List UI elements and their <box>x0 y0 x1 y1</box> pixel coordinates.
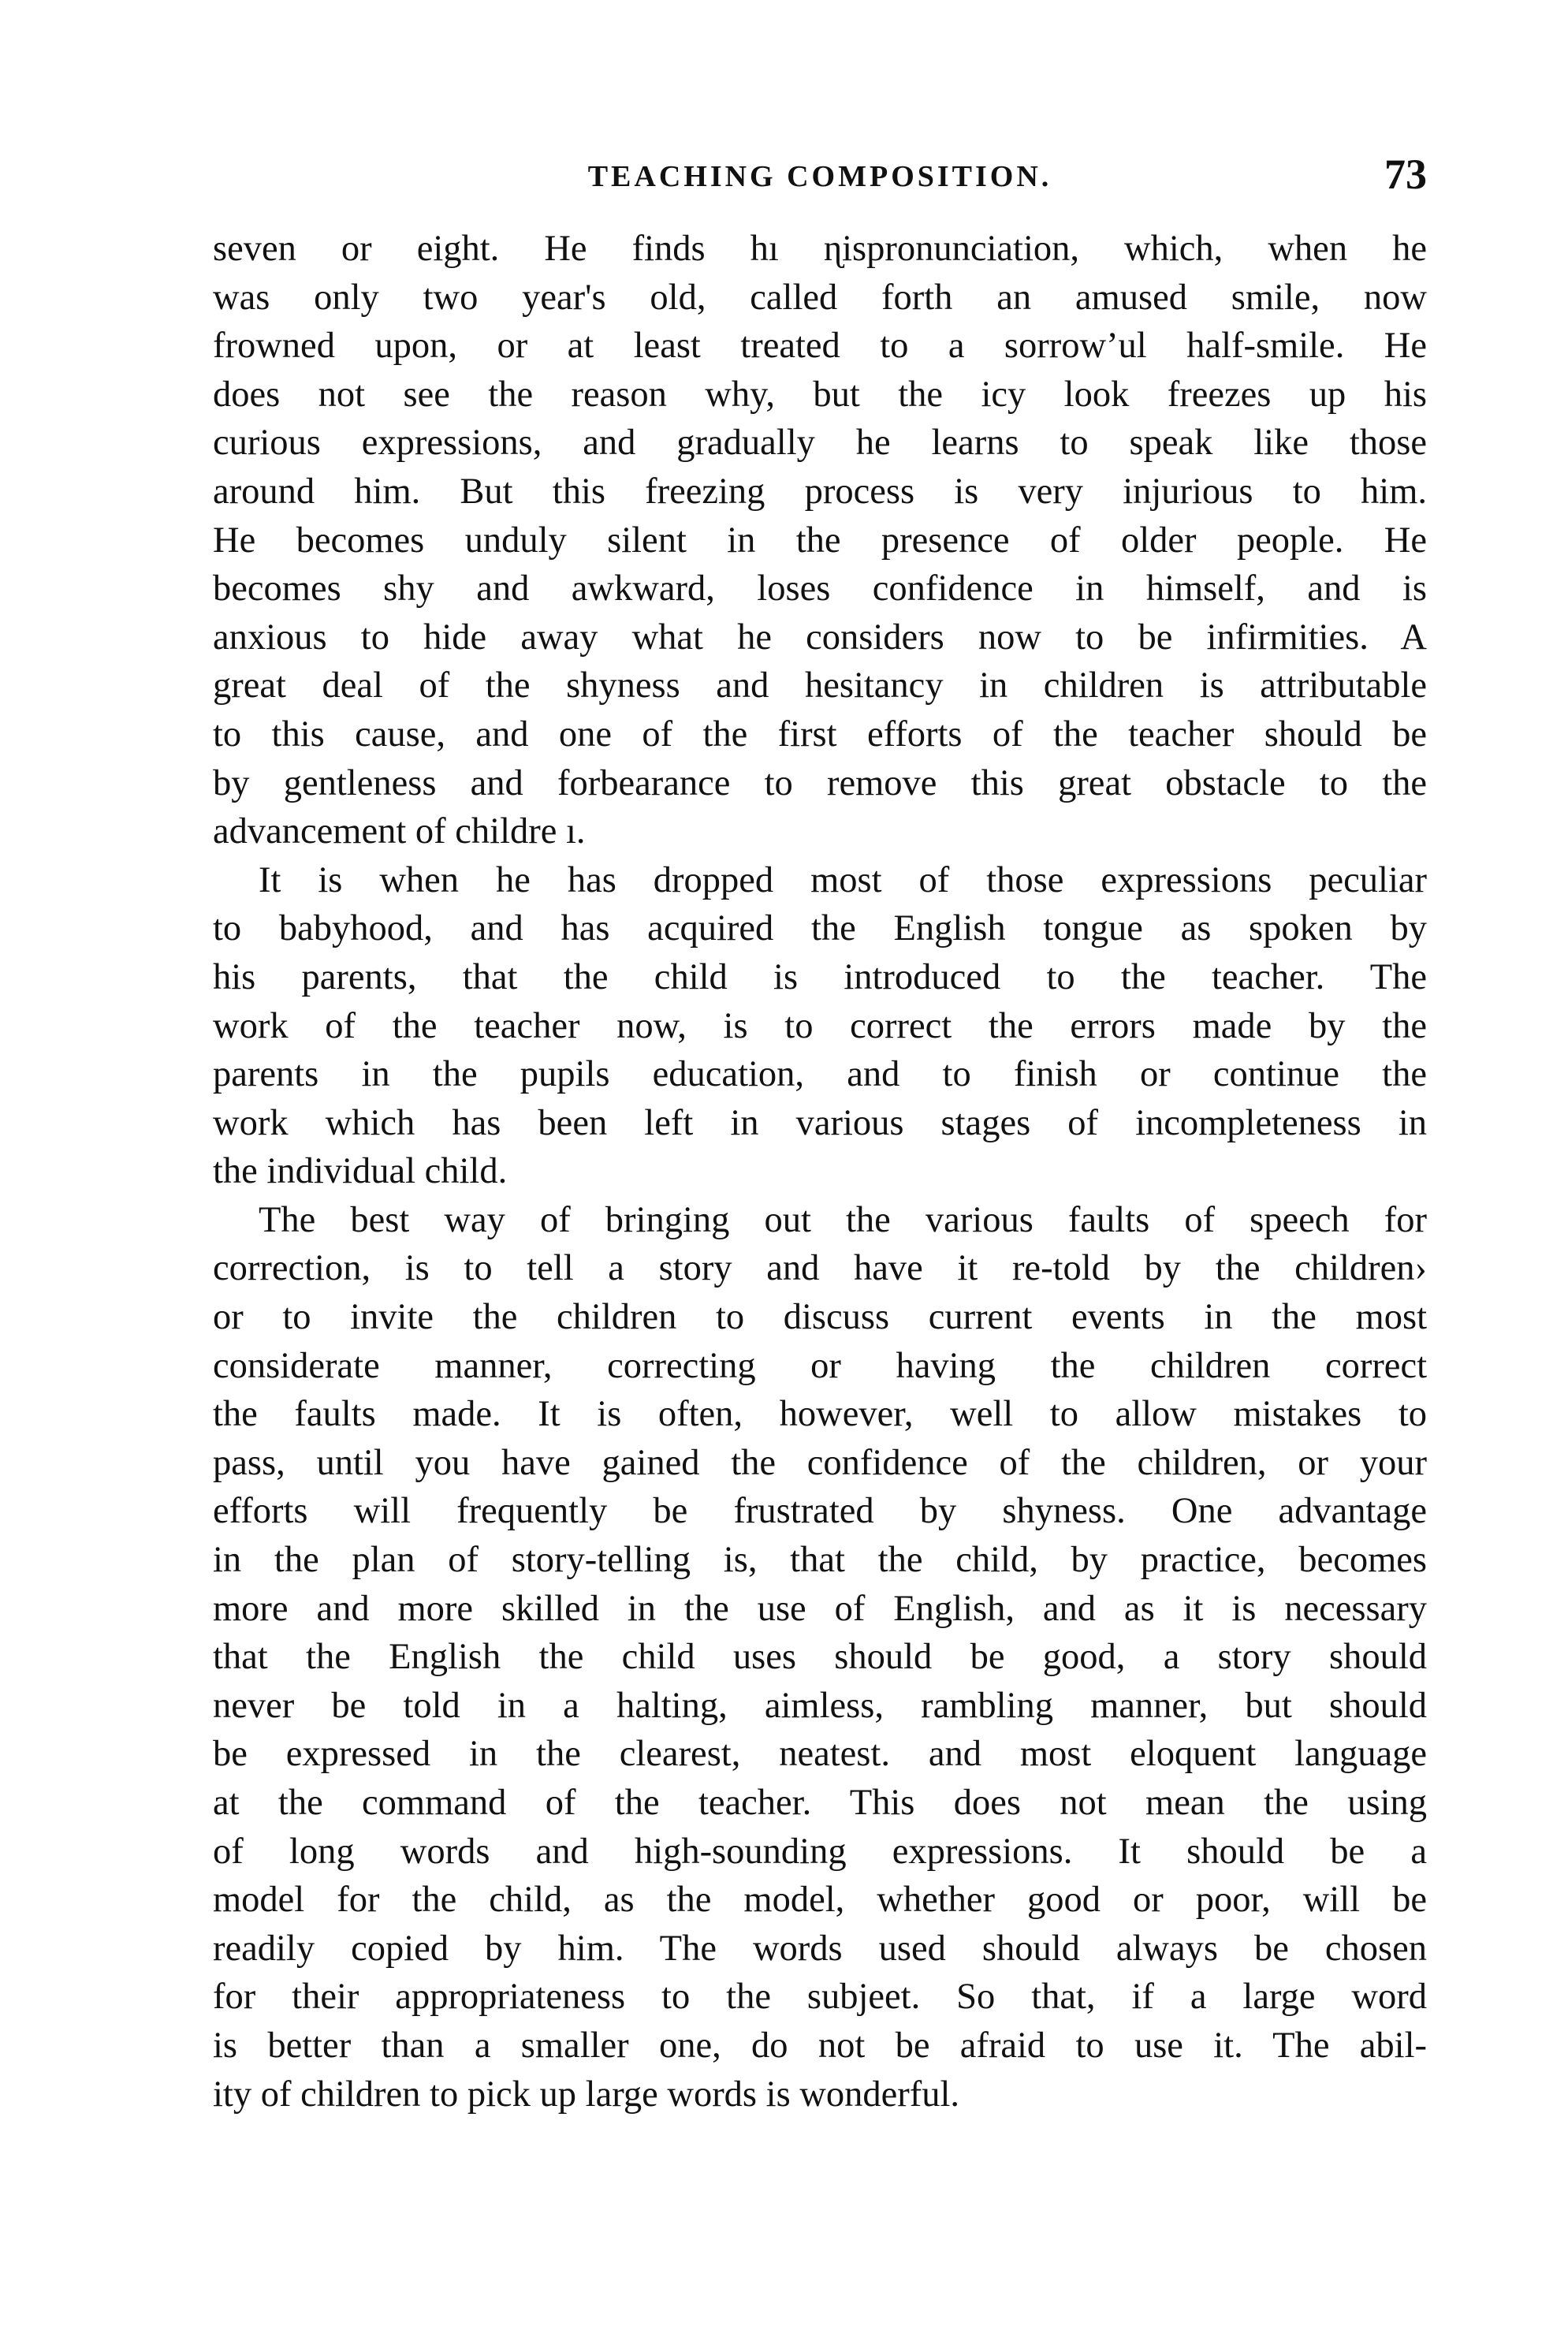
text-line: never be told in a halting, aimless, rambling manner, but should <box>213 1685 1427 1726</box>
text-line: does not see the reason why, but the icy look freezes up his <box>213 374 1427 415</box>
text-line: frowned upon, or at least treated to a sorrow’ul half-smile. He <box>213 326 1427 367</box>
text-line: readily copied by him. The words used should always be chosen <box>213 1928 1427 1969</box>
text-line: It is when he has dropped most of those expressions peculiar <box>259 859 1427 900</box>
text-line: work which has been left in various stages of incompleteness in <box>213 1102 1427 1143</box>
running-title: TEACHING COMPOSITION. <box>587 160 1052 193</box>
text-line: more and more skilled in the use of English, and as it is necessary <box>213 1588 1427 1629</box>
paragraph <box>213 225 1427 856</box>
paragraph <box>213 856 1427 1196</box>
text-line: anxious to hide away what he considers now to be infirmities. A <box>213 617 1427 658</box>
text-line: is better than a smaller one, do not be afraid to use it. The abil- <box>213 2025 1427 2066</box>
text-line: pass, until you have gained the confidence of the children, or your <box>213 1442 1427 1483</box>
text-line: seven or eight. He finds hı ɳispronunciation, which, when he <box>213 229 1427 269</box>
text-line: to babyhood, and has acquired the English tongue as spoken by <box>213 908 1427 949</box>
text-line: the faults made. It is often, however, well to allow mistakes to <box>213 1394 1427 1435</box>
body-text <box>213 225 1427 2119</box>
text-line: great deal of the shyness and hesitancy in children is attributable <box>213 665 1427 706</box>
text-line: work of the teacher now, is to correct the errors made by the <box>213 1005 1427 1046</box>
text-line: ity of children to pick up large words is wonderful. <box>213 2074 960 2115</box>
text-line: the individual child. <box>213 1151 508 1192</box>
text-line: to this cause, and one of the first efforts of the teacher should be <box>213 714 1427 755</box>
text-line: was only two year's old, called forth an amused smile, now <box>213 277 1427 318</box>
text-line: curious expressions, and gradually he learns to speak like those <box>213 423 1427 464</box>
text-line: around him. But this freezing process is very injurious to him. <box>213 471 1427 512</box>
paragraph <box>213 1196 1427 2119</box>
text-line: for their appropriateness to the subjeet. So that, if a large word <box>213 1977 1427 2018</box>
text-line: parents in the pupils education, and to finish or continue the <box>213 1054 1427 1095</box>
text-line: in the plan of story-telling is, that the child, by practice, becomes <box>213 1540 1427 1581</box>
text-line: The best way of bringing out the various faults of speech for <box>259 1199 1427 1240</box>
page-number: 73 <box>1384 151 1427 198</box>
running-header <box>213 150 1427 197</box>
text-line: that the English the child uses should be good, a story should <box>213 1637 1427 1678</box>
text-line: be expressed in the clearest, neatest. and most eloquent language <box>213 1734 1427 1775</box>
text-line: advancement of childre ı. <box>213 811 586 852</box>
text-line: efforts will frequently be frustrated by shyness. One advantage <box>213 1491 1427 1532</box>
text-line: at the command of the teacher. This does not mean the using <box>213 1783 1427 1823</box>
text-line: considerate manner, correcting or having the children correct <box>213 1345 1427 1386</box>
text-line: correction, is to tell a story and have it re-told by the children› <box>213 1248 1427 1289</box>
text-line: by gentleness and forbearance to remove this great obstacle to the <box>213 762 1427 803</box>
text-line: He becomes unduly silent in the presence of older people. He <box>213 520 1427 561</box>
text-line: of long words and high-sounding expressions. It should be a <box>213 1831 1427 1872</box>
text-line: his parents, that the child is introduced to the teacher. The <box>213 956 1427 997</box>
text-line: model for the child, as the model, whether good or poor, will be <box>213 1880 1427 1921</box>
text-line: or to invite the children to discuss current events in the most <box>213 1297 1427 1338</box>
text-line: becomes shy and awkward, loses confidence in himself, and is <box>213 568 1427 609</box>
